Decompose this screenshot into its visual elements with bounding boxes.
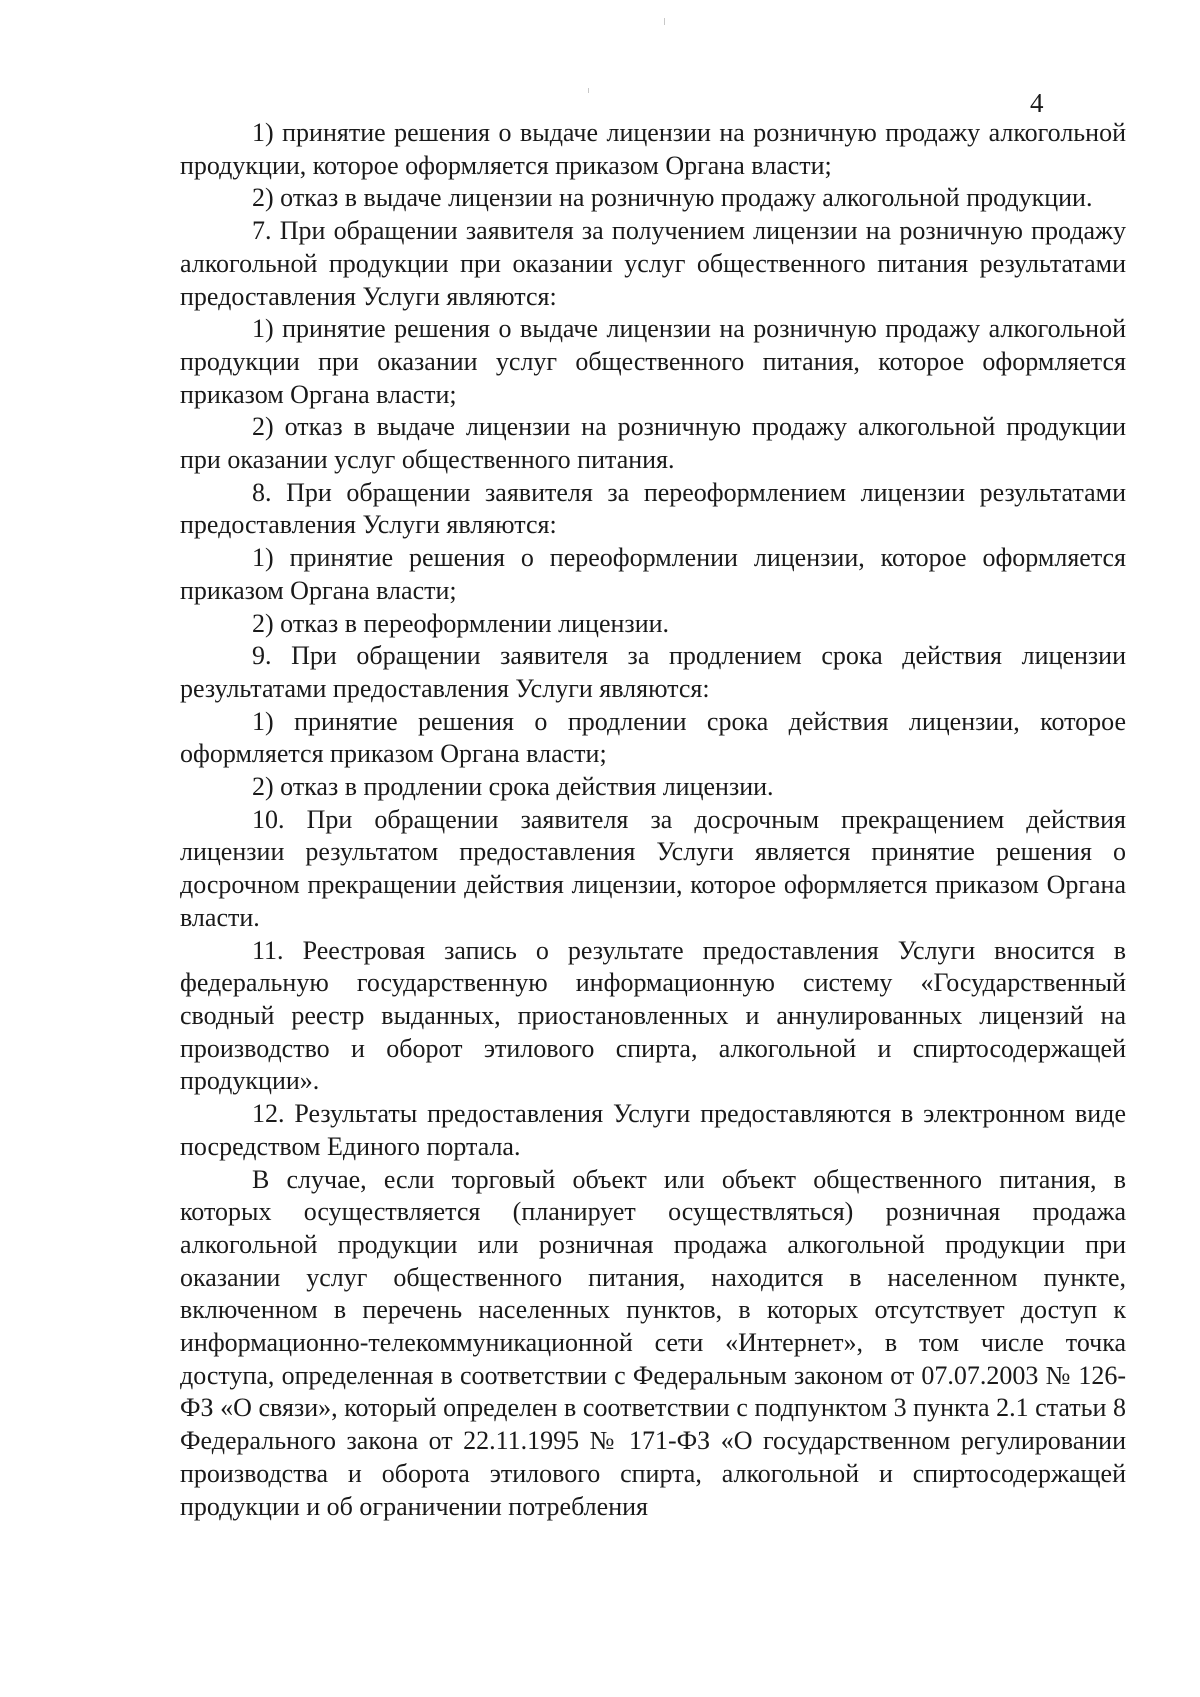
- scan-mark: [588, 88, 589, 93]
- paragraph-section-8: 8. При обращении заявителя за переоформлением лицензии результатами предоставления Услуги являются:: [180, 477, 1126, 540]
- paragraph-section-9-item-2: 2) отказ в продлении срока действия лицензии.: [252, 772, 774, 802]
- paragraph-section-9: 9. При обращении заявителя за продлением срока действия лицензии результатами предоставления Услуги являются:: [180, 641, 1126, 703]
- paragraph-internet-access-case: В случае, если торговый объект или объект общественного питания, в которых осуществляется (планирует осуществляться) розничная продажа алкогольной продукции или розничная продажа алкогольной продукции при оказании услуг общественного питания, находится в населенном пункте, включенном в перечень населенных пунктов, в которых отсутствует доступ к информационно-телекоммуникационной сети «Интернет», в том числе точка доступа, определенная в соответствии с Федеральным законом от 07.07.2003 № 126-ФЗ «О связи», который определен в соответствии с подпунктом 3 пункта 2.1 статьи 8 Федерального закона от 22.11.1995 № 171-ФЗ «О государственном регулировании производства и оборота этилового спирта, алкогольной и спиртосодержащей продукции и об ограничении потребления: [180, 1164, 1126, 1521]
- paragraph-section-9-item-1: 1) принятие решения о продлении срока действия лицензии, которое оформляется приказом Органа власти;: [180, 706, 1126, 769]
- page-number: 4: [1030, 88, 1044, 118]
- paragraph-section-10: 10. При обращении заявителя за досрочным прекращением действия лицензии результатом предоставления Услуги является принятие решения о досрочном прекращении действия лицензии, которое оформляется приказом Органа власти.: [180, 804, 1126, 932]
- paragraph-item-2-refusal: 2) отказ в выдаче лицензии на розничную продажу алкогольной продукции.: [252, 183, 1093, 213]
- paragraph-section-8-item-2: 2) отказ в переоформлении лицензии.: [252, 608, 670, 638]
- paragraph-section-12: 12. Результаты предоставления Услуги предоставляются в электронном виде посредством Единого портала.: [180, 1099, 1126, 1161]
- document-body: [180, 117, 1126, 1523]
- paragraph-section-7-item-2: 2) отказ в выдаче лицензии на розничную продажу алкогольной продукции при оказании услуг общественного питания.: [180, 412, 1126, 475]
- paragraph-section-7-item-1: 1) принятие решения о выдаче лицензии на розничную продажу алкогольной продукции при оказании услуг общественного питания, которое оформляется приказом Органа власти;: [180, 314, 1126, 409]
- paragraph-section-7: 7. При обращении заявителя за получением лицензии на розничную продажу алкогольной продукции при оказании услуг общественного питания результатами предоставления Услуги являются:: [180, 216, 1126, 311]
- paragraph-section-11: 11. Реестровая запись о результате предоставления Услуги вносится в федеральную государственную информационную систему «Государственный сводный реестр выданных, приостановленных и аннулированных лицензий на производство и оборот этилового спирта, алкогольной и спиртосодержащей продукции».: [180, 935, 1126, 1096]
- paragraph-section-8-item-1: 1) принятие решения о переоформлении лицензии, которое оформляется приказом Органа власти;: [180, 543, 1126, 605]
- paragraph-item-1-decision: 1) принятие решения о выдаче лицензии на розничную продажу алкогольной продукции, которое оформляется приказом Органа власти;: [180, 118, 1126, 180]
- scan-mark: [664, 18, 665, 25]
